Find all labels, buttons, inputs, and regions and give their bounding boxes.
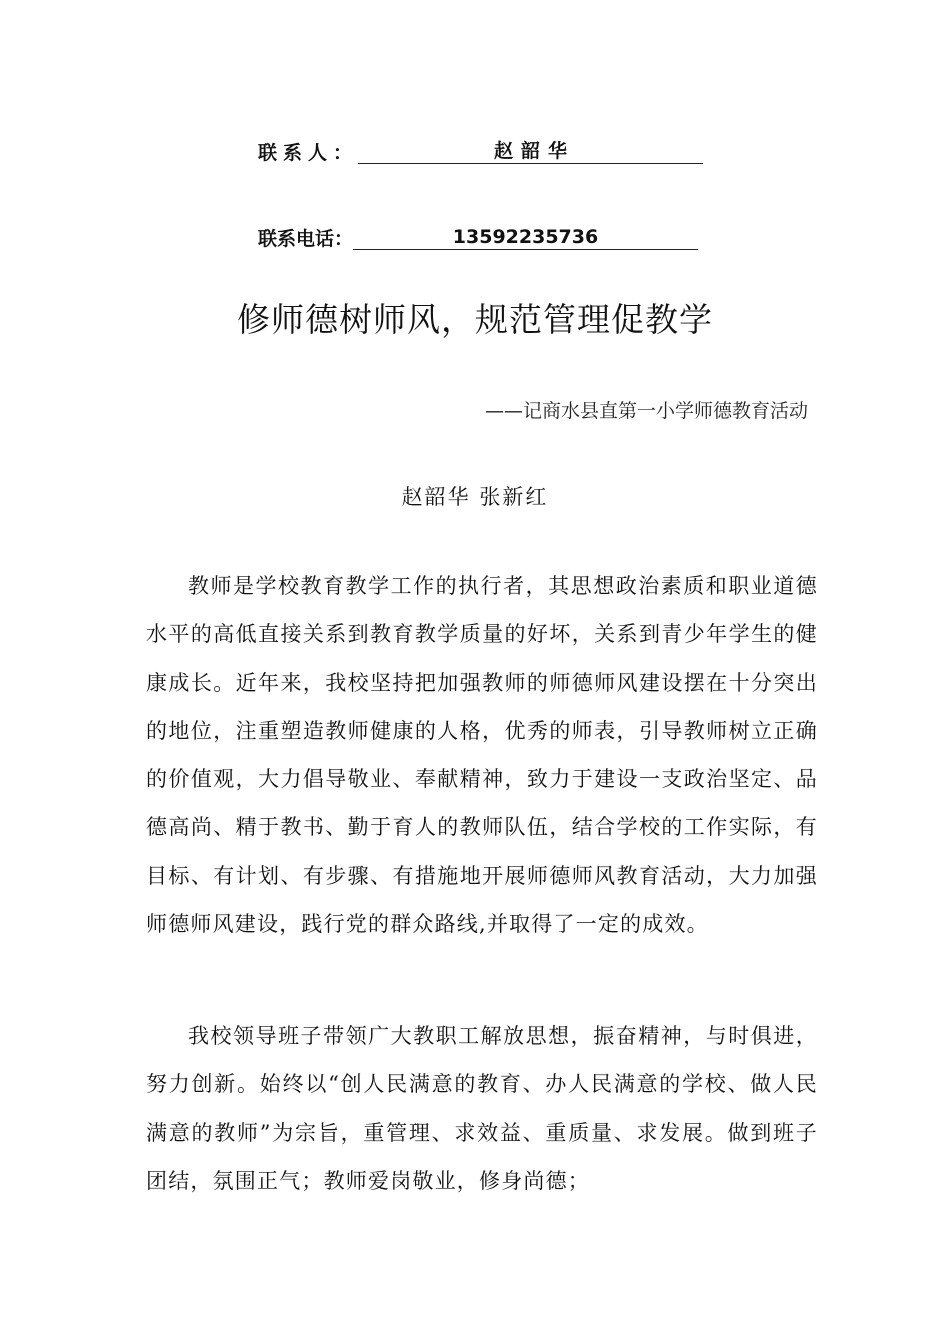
paragraph-text: 我校领导班子带领广大教职工解放思想，振奋精神，与时俱进，努力创新。始终以“创人民满意的教育、办人民满意的学校、做人民满意的教师”为宗旨，重管理、求效益、重质量、求发展。做到班子团结，氛围正气；教师爱岗敬业，修身尚德；	[146, 1024, 818, 1193]
article-paragraph-2	[146, 1012, 818, 1205]
contact-person-label: 联系人：	[258, 142, 359, 164]
article-paragraph-1	[146, 562, 818, 948]
contact-phone-value: 13592235736	[452, 226, 599, 248]
contact-person-field	[358, 140, 703, 164]
contact-phone-row	[258, 220, 698, 250]
contact-phone-label: 联系电话：	[258, 228, 354, 250]
contact-phone-field	[353, 226, 698, 250]
paragraph-text: 教师是学校教育教学工作的执行者，其思想政治素质和职业道德水平的高低直接关系到教育教学质量的好坏，关系到青少年学生的健康成长。近年来，我校坚持把加强教师的师德师风建设摆在十分突出的地位，注重塑造教师健康的人格，优秀的师表，引导教师树立正确的价值观，大力倡导敬业、奉献精神，致力于建设一支政治坚定、品德高尚、精于教书、勤于育人的教师队伍，结合学校的工作实际，有目标、有计划、有步骤、有措施地开展师德师风教育活动，大力加强师德师风建设，践行党的群众路线,并取得了一定的成效。	[146, 574, 818, 937]
article-subtitle: ——记商水县直第一小学师德教育活动	[484, 400, 808, 422]
article-authors: 赵韶华 张新红	[401, 485, 549, 509]
article-title: 修师德树师风，规范管理促教学	[237, 300, 713, 339]
contact-person-row	[258, 134, 703, 164]
contact-person-value: 赵韶华	[494, 140, 576, 162]
